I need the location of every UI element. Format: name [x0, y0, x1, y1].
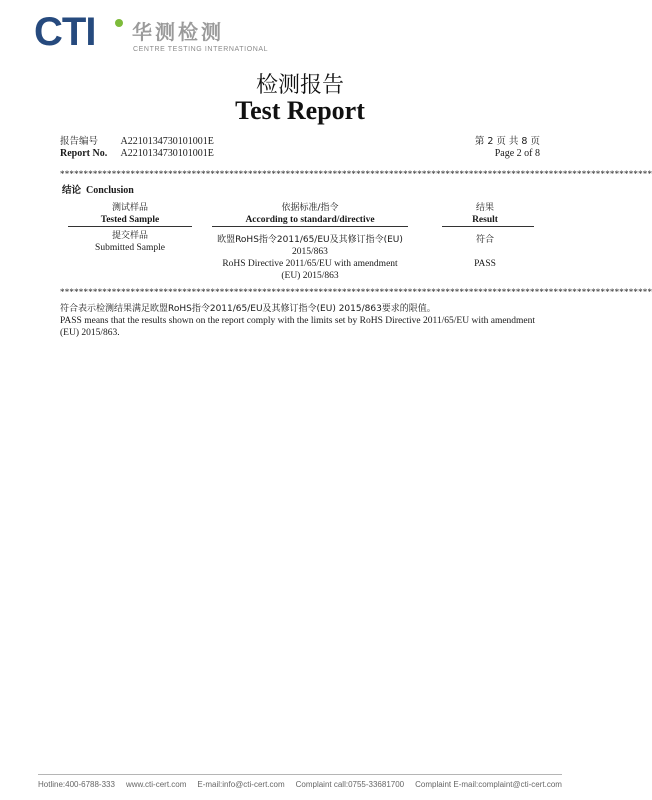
header-standard-en: According to standard/directive — [245, 215, 375, 225]
pass-note-en: PASS means that the results shown on the report comply with the limits set by RoHS Directive 2011/65/EU with amendment (EU) 2015/863. — [60, 316, 536, 338]
header-standard-cn: 依据标准/指令 — [281, 203, 339, 213]
report-title-en: Test Report — [235, 96, 365, 125]
sample-value-cn: 提交样品 — [111, 231, 148, 241]
header-result-underline — [442, 226, 534, 227]
footer-hotline: Hotline:400-6788-333 — [38, 780, 115, 789]
header-standard-underline — [212, 226, 408, 227]
footer-email[interactable]: E-mail:info@cti-cert.com — [197, 780, 285, 789]
standard-value-en-line1: RoHS Directive 2011/65/EU with amendment — [222, 259, 398, 269]
footer-website[interactable]: www.cti-cert.com — [125, 780, 187, 789]
footer-complaint-email[interactable]: Complaint E-mail:complaint@cti-cert.com — [415, 780, 562, 789]
page-number-en: Page 2 of 8 — [494, 148, 540, 159]
divider-top: ****************************************************************************************************************************** — [60, 169, 652, 179]
cti-logo — [34, 10, 269, 57]
col-standard-header — [205, 202, 415, 226]
sample-value-en: Submitted Sample — [95, 243, 165, 253]
result-value-cn: 符合 — [475, 235, 494, 245]
header-sample-en: Tested Sample — [100, 215, 160, 225]
logo-dot-icon — [115, 19, 123, 27]
report-number-block — [60, 136, 214, 160]
page-number-block — [475, 136, 540, 160]
logo-english-name: CENTRE TESTING INTERNATIONAL — [133, 46, 269, 53]
col-standard-value — [205, 234, 415, 282]
report-number-en: A2210134730101001E — [120, 148, 214, 159]
col-result-header — [440, 202, 530, 226]
logo-chinese-name: 华测检测 — [132, 20, 224, 44]
col-result-value-en — [440, 258, 530, 270]
standard-value-en-line2: (EU) 2015/863 — [281, 271, 339, 281]
header-sample-cn: 测试样品 — [111, 203, 148, 213]
footer-complaint-call: Complaint call:0755-33681700 — [295, 780, 405, 789]
col-result-value-cn — [440, 234, 530, 246]
conclusion-title-cn: 结论 — [62, 185, 82, 196]
footer — [38, 780, 562, 789]
col-sample-header — [70, 202, 190, 226]
header-result-cn: 结果 — [475, 203, 494, 213]
result-value-en: PASS — [474, 259, 496, 269]
page-number-cn: 第 2 页 共 8 页 — [474, 136, 540, 147]
pass-note-cn: 符合表示检测结果满足欧盟RoHS指令2011/65/EU及其修订指令(EU) 2015/863要求的限值。 — [60, 304, 436, 314]
report-title-cn: 检测报告 — [255, 73, 344, 98]
report-number-label-en: Report No. — [60, 148, 108, 159]
conclusion-heading — [62, 182, 134, 196]
report-number-label-cn: 报告编号 — [60, 136, 99, 147]
header-sample-underline — [68, 226, 192, 227]
col-sample-value — [70, 230, 190, 254]
divider-bottom: ****************************************************************************************************************************** — [60, 287, 652, 297]
report-number-cn: A2210134730101001E — [120, 136, 214, 147]
logo-brand: CTI — [34, 10, 96, 54]
footer-divider — [38, 774, 562, 775]
standard-value-cn-line1: 欧盟RoHS指令2011/65/EU及其修订指令(EU) — [217, 235, 403, 245]
header-result-en: Result — [472, 215, 498, 225]
conclusion-title-en: Conclusion — [86, 185, 134, 196]
standard-value-cn-line2: 2015/863 — [292, 247, 328, 257]
